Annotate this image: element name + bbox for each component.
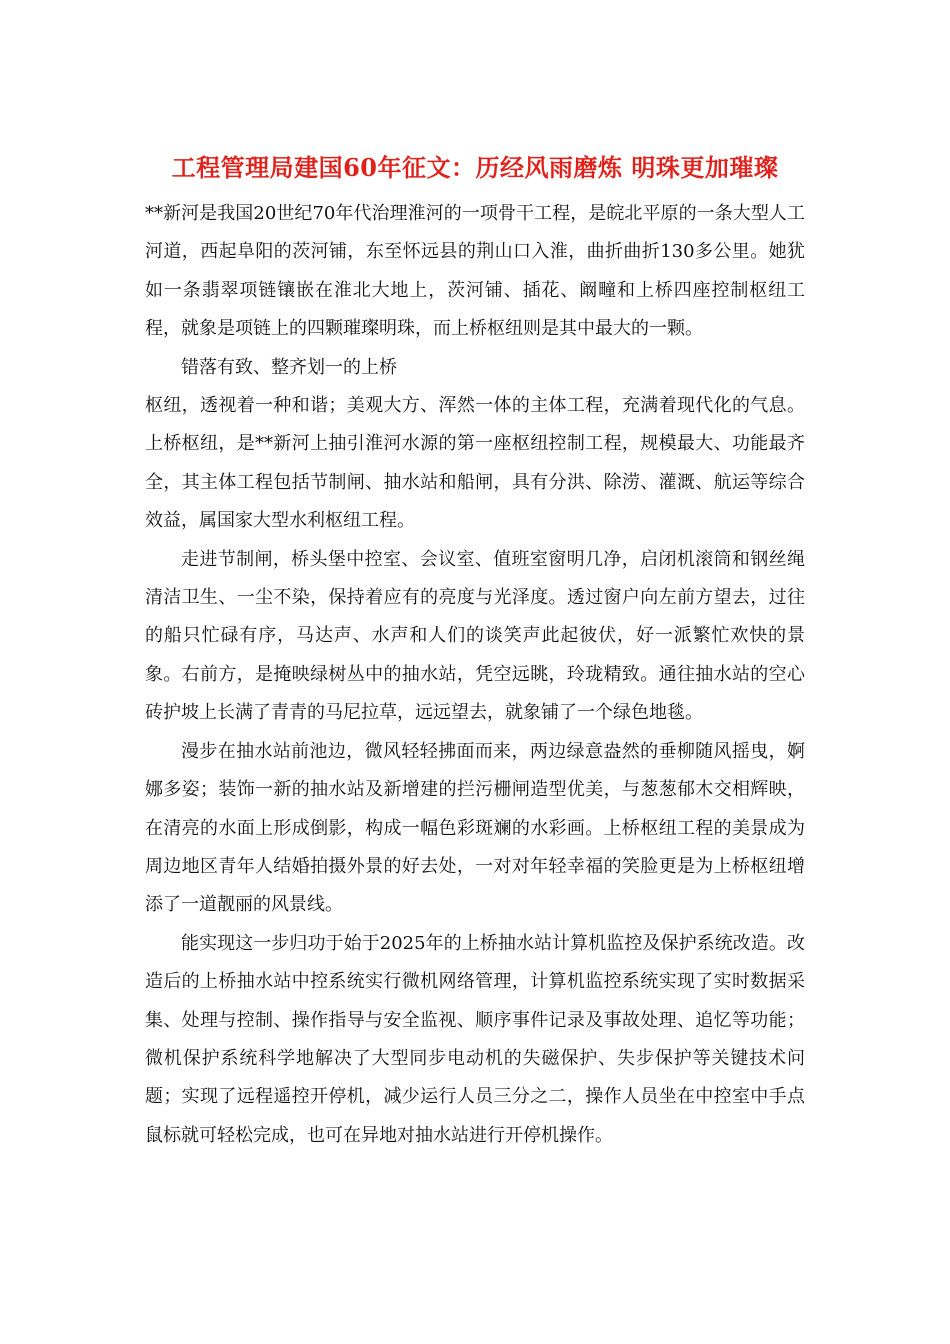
paragraph-pump-station-scenery: 漫步在抽水站前池边，微风轻轻拂面而来，两边绿意盎然的垂柳随风摇曳，婀娜多姿；装饰一新的抽水站及新增建的拦污栅闸造型优美，与葱葱郁木交相辉映，在清亮的水面上形成倒影，构成一幅色彩斑斓的水彩画。上桥枢纽工程的美景成为周边地区青年人结婚拍摄外景的好去处，一对对年轻幸福的笑脸更是为上桥枢纽增添了一道靓丽的风景线。 — [145, 740, 805, 916]
paragraph-intro: **新河是我国20世纪70年代治理淮河的一项骨干工程，是皖北平原的一条大型人工河道，西起阜阳的茨河铺，东至怀远县的荆山口入淮，曲折曲折130多公里。她犹如一条翡翠项链镶嵌在淮北大地上，茨河铺、插花、阚疃和上桥四座控制枢纽工程，就象是项链上的四颗璀璨明珠，而上桥枢纽则是其中最大的一颗。 — [145, 203, 805, 340]
document-body — [145, 195, 805, 1155]
document-title: 工程管理局建国60年征文：历经风雨磨炼 明珠更加璀璨 — [171, 153, 779, 182]
paragraph-hub-overview: 枢纽，透视着一种和谐；美观大方、浑然一体的主体工程，充满着现代化的气息。上桥枢纽，是**新河上抽引淮河水源的第一座枢纽控制工程，规模最大、功能最齐全，其主体工程包括节制闸、抽水站和船闸，具有分洪、除涝、灌溉、航运等综合效益，属国家大型水利枢纽工程。 — [145, 395, 805, 532]
paragraph-subheading: 错落有致、整齐划一的上桥 — [181, 356, 397, 378]
paragraph-sluice-gate: 走进节制闸，桥头堡中控室、会议室、值班室窗明几净，启闭机滚筒和钢丝绳清洁卫生、一尘不染，保持着应有的亮度与光泽度。透过窗户向左前方望去，过往的船只忙碌有序，马达声、水声和人们的谈笑声此起彼伏，好一派繁忙欢快的景象。右前方，是掩映绿树丛中的抽水站，凭空远眺，玲珑精致。通往抽水站的空心砖护坡上长满了青青的马尼拉草，远远望去，就象铺了一个绿色地毯。 — [145, 548, 805, 724]
paragraph-monitoring-system: 能实现这一步归功于始于2025年的上桥抽水站计算机监控及保护系统改造。改造后的上桥抽水站中控系统实行微机网络管理，计算机监控系统实现了实时数据采集、处理与控制、操作指导与安全监视、顺序事件记录及事故处理、追忆等功能；微机保护系统科学地解决了大型同步电动机的失磁保护、失步保护等关键技术问题；实现了远程遥控开停机，减少运行人员三分之二，操作人员坐在中控室中手点鼠标就可轻松完成，也可在异地对抽水站进行开停机操作。 — [145, 932, 805, 1146]
